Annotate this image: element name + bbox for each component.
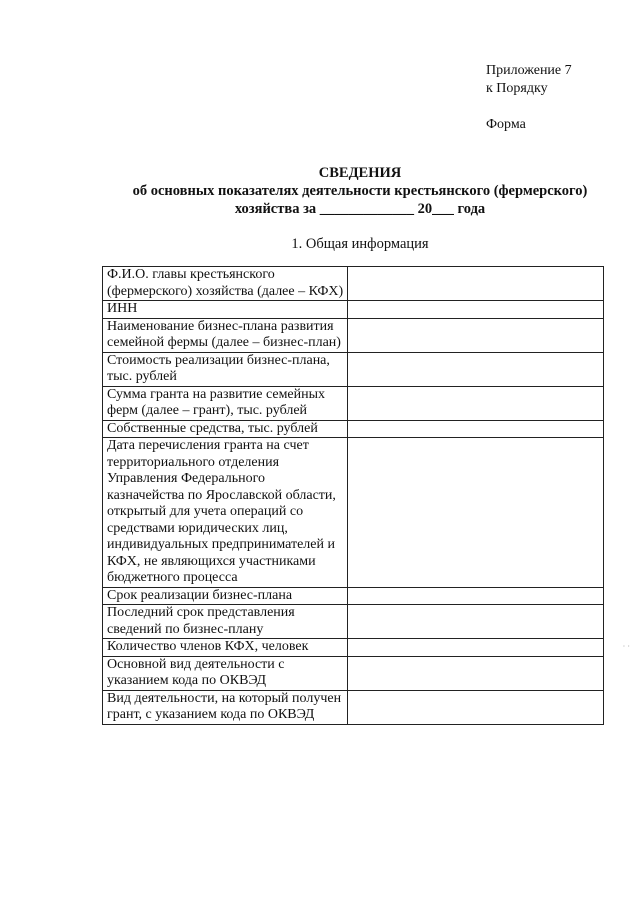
row-value-head-name[interactable] (348, 267, 604, 301)
form-label: Форма (486, 117, 526, 132)
row-value-plan-duration[interactable] (348, 587, 604, 605)
appendix-header (486, 62, 572, 134)
appendix-line-2: к Порядку (486, 81, 548, 96)
row-value-grant-transfer-date[interactable] (348, 438, 604, 588)
row-value-main-activity[interactable] (348, 656, 604, 690)
row-label-head-name: Ф.И.О. главы крестьянского (фермерского) хозяйства (далее – КФХ) (103, 267, 348, 301)
row-value-grant-amount[interactable] (348, 386, 604, 420)
row-label-grant-amount: Сумма гранта на развитие семейных ферм (далее – грант), тыс. рублей (103, 386, 348, 420)
table-row (103, 267, 604, 301)
table-row (103, 420, 604, 438)
row-label-plan-duration: Срок реализации бизнес-плана (103, 587, 348, 605)
row-value-plan-cost[interactable] (348, 352, 604, 386)
table-row (103, 352, 604, 386)
table-row (103, 690, 604, 724)
table-row (103, 318, 604, 352)
title-subtitle-line-2: хозяйства за _____________ 20___ года (234, 201, 486, 217)
row-label-main-activity: Основной вид деятельности с указанием кода по ОКВЭД (103, 656, 348, 690)
title-subtitle-line-1: об основных показателях деятельности крестьянского (фермерского) (132, 183, 588, 199)
row-label-grant-activity: Вид деятельности, на который получен грант, с указанием кода по ОКВЭД (103, 690, 348, 724)
row-value-own-funds[interactable] (348, 420, 604, 438)
table-row (103, 301, 604, 319)
document-title (60, 164, 640, 218)
row-label-plan-cost: Стоимость реализации бизнес-плана, тыс. рублей (103, 352, 348, 386)
table-row (103, 605, 604, 639)
table-row (103, 639, 604, 657)
scan-artifact: · · (622, 642, 630, 651)
title-main: СВЕДЕНИЯ (318, 165, 402, 181)
general-info-table (102, 266, 604, 725)
row-label-member-count: Количество членов КФХ, человек (103, 639, 348, 657)
row-value-report-deadline[interactable] (348, 605, 604, 639)
row-value-inn[interactable] (348, 301, 604, 319)
appendix-line-1: Приложение 7 (486, 63, 572, 78)
table-row (103, 438, 604, 588)
row-label-business-plan-name: Наименование бизнес-плана развития семейной фермы (далее – бизнес-план) (103, 318, 348, 352)
row-label-report-deadline: Последний срок представления сведений по бизнес-плану (103, 605, 348, 639)
row-value-member-count[interactable] (348, 639, 604, 657)
row-value-business-plan-name[interactable] (348, 318, 604, 352)
section-heading: 1. Общая информация (291, 236, 429, 252)
table-row (103, 587, 604, 605)
table-row (103, 656, 604, 690)
row-value-grant-activity[interactable] (348, 690, 604, 724)
table-row (103, 386, 604, 420)
row-label-own-funds: Собственные средства, тыс. рублей (103, 420, 348, 438)
row-label-inn: ИНН (103, 301, 348, 319)
row-label-grant-transfer-date: Дата перечисления гранта на счет территориального отделения Управления Федерального казначейства по Ярославской области, открытый для учета операций со средствами юридических лиц, индивидуальных предпринимателей и КФХ, не являющихся участниками бюджетного процесса (103, 438, 348, 588)
